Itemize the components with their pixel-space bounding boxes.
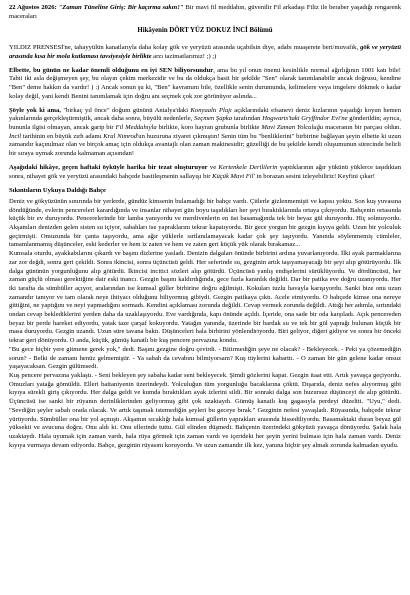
greeting-paragraph: [9, 44, 401, 61]
history-mavi-zaman: Mavi Zaman Yolculuğu: [261, 124, 324, 131]
history-text-h: gönderildin; ayrıca, bununla ilgisi olmayan, ancak garip bir: [9, 115, 401, 131]
greeting-text-c: arzı tazimatlarımız! ;) ;): [151, 53, 217, 61]
episode-title: Hikâyenin DÖRT YÜZ DOKUZ İNCİ Bölümü: [137, 27, 273, 35]
history-konyaalti: Konyaaltı Plajı: [190, 106, 232, 114]
history-hogwarts: Hogwarts'taki Gryffindor Evi'ne: [262, 115, 348, 123]
story-paragraph: Deniz ve gökyüzünün sınırında bir yerlerde, gündüz kimsenin bulamadığı bir bahçe vardı. Çitlerle gizlenmemişti ve kapısı yoktu. Son kuş yuvasına döndüğünde, evlerin pencereleri karardığında ve insanlar nihayet gün boyu taşıdıkları her şeyi bıraktıklarında ortaya çıkıyordu. Bahçenin ortasında küçük bir ev duruyordu. Pencerelerinde bir lamba yanıyordu ve merdivenlerin en üst basamağında tek bir beyaz gül duruyordu. Hiç solmuyordu. Akşamları denizden gelen sisten su içiyor, sabahları ise yapraklarını tekrar kapatıyordu. Bir gece yorgun bir gezgin kıyıya geldi. Uzun bir yolculuk geçirmişti. Omuzunda bir çanta taşıyordu, ama ağır yüklerle sırtlanılamayacak kadar çok şey taşıyordu. Yanında söylenmemiş cümleler, tamamlanmamış düşünceler, eski kederler ve hem iz zaten ve hem ve zaten geri küçük yük olarak bırakamaz...: [9, 197, 401, 249]
contrast-text-d: yaptıklarının ağır yükünü yüklerce taşıdıktan sonra, nihayet gök ve yeryüzü arasındaki bahçede basitleşmenin sallayışı bir: [9, 163, 401, 180]
story-paragraph: "Bu gece hiçbir yere gitmene gerek yok," dedi. Başını gezgine doğru çevirdi. - Bitirmediğin şeye ne olacak? - Bekleyecek. - Peki ya çözemediğin sorun? - Belki de zamanı henüz gelmemiştir. - Ya sabah da cevabını bilmiyorsam? Kuş tüylerini kabarttı. - O zaman bir gün gelene kadar onsuz yaşayacaksan. Gezgin gülümsedi.: [9, 345, 401, 371]
greeting-text-b: gök ve yeryüzü arasında kısa bir mola kutlaması tavsiyesiyle birlikte: [9, 44, 401, 61]
history-text-j: birlikte, koro hayran grubunla birlikte: [156, 124, 262, 131]
story-paragraph: Kumsala oturdu, ayakkabılarını çıkardı ve başını dizlerine yasladı. Denizin dalgaları önünde birbirini ardına yuvarlanıyordu. İlki ayak parmaklarına zar zor değdi, sonra geri çekildi. Sonra ikincisi, sonra üçüncüsü geldi. Her seferinde su, gezginin artık taşıyamayacağı bir şeyi alıp götürüyordu. İlk dalga gününün yorgunluğunu alıp götürdü. İkincisi incitici sözleri alıp götürdü. Üçüncüsü yanlış endişelerini sürüklüyordu. Ve dördüncüsü, her zaman güçlü olması gerektiğine dair eski inancı. Gezgin başını kaldırdığında, gece fazla karanlık değildi. Dar bir patika eve doğru uzanıyordu. Her iki tarafta da sümbüller açıyor, aralarından ise kumsal güller birbirine doğru eğilmişti. Kokuları tuzlu havayla karışıyordu. Sanki bize onu uzun zamandır tanıyor ve tam olarak neye ihtiyacı olduğunu biliyormuş gibiydi. Gezgin patikaya çıktı. Acele etmiyordu. O bahçede kimse ona nereye gittiğini, ne yaptığını ve neyi yapmadığını sormadı. Kendini açıklaması zorunda değildi. Cevap vermek zorunda değildi. Attığı her adımla, sırtındaki ondan cevap beklediklerini yerden daha da uzaklaşıyordu. Eve vardığında, kapı önünde açıldı. İçeride, ona sade bir oda karşıladı. Açık pencereden beyaz bir perde hareket ediyordu, yatak taze çarşaf kokuyordu. Yatağın yanında, üzerinde bir bardak su ve tek bir gül yaprağı bulunan küçük bir masa duruyordu. Gezgin uzandı. Uzun süre tavana baktı. Düşünceleri hala birbirini yönlendiriyordu. Biri geliyor, diğeri gidiyor ve sonra bir önceki tekrar geri dönüyordu. O anda, küçük, gümüş kanatlı bir kuş pencere pervazına kondu.: [9, 250, 401, 345]
history-incil: İncil: [9, 132, 22, 140]
contrast-text-a: Aşağıdaki hikâye, geçen haftaki öyküyle harika bir tezat oluşturuyor: [9, 163, 208, 171]
history-text-b: "birkaç yıl önce" doğum gününü Antalya'daki: [63, 106, 191, 114]
contrast-kertenkele: Kertenkele Derililerin: [218, 163, 278, 171]
history-text-n: tarihinin en büyük zırh adamı: [21, 132, 104, 140]
history-text-a: Şöyle yok ki ama,: [9, 106, 64, 114]
birthday-text-b: , ama bu yıl onun önemi kesinlikle normal ağırlığının 1001 katı bile! Tabii iki asla değişmeyen şey, bu olayın çekim merkezidir ve bu da oldukça basit bir şekilde "Sen" olarak tanımlanabilir ancak doğrusu, kendine "Ben" deme hakkın da vardır! ) :) Ancak sonun şu ki, "Ben" kavramını bile, özellikle senin durumunda, kelimelere veya imgelere dökmek o kadar kolay değil, yani kendi Benini tanımlamak için doğru anı seçmek çok zor görünüyor aslında...: [9, 66, 401, 100]
contrast-kucuk-fil: Küçük Mavi Fil': [212, 172, 255, 180]
birthday-text-a: Elbette, bu günün ne kadar önemli olduğunu en iyi SEN biliyorsundur: [9, 66, 214, 74]
story-paragraph: Kuş pencere pervazına yaklaştı. - Seni bekleyen şey sabaha kadar seni bekleyecek. Şimdi gözlerini kapat. Gezgin itaat etti. Artık yavaşça geçiyordu. Omuzları yatağa gömüldü. Elleri battaniyenin üzerindeydi. Yolculuğun tüm yorgunluğu bacaklarına çöktü. Dışarıda, deniz nefes alıyormuş gibi kıyıya sürekli giriş çıkıyordu. Her dalga geldi ve kumda bıraktıkları ayak izlerini sildi. Bir sonraki dalga son huzursuz düşünceyi de alıp götürdü. Üçüncüsü ise sanki bir rüyanın derinliklerinden geliyormuş gibi çok uzaktaydı. Gümüş kanatlı kuş gagasıyla perdeyi düzeltti. "Uyu," dedi. "Sevdiğin şeyler sabah orada olacak. Ve artık taşımak istemediğin şeyleri bu geceye bırak." Gezginin nefesi yavaşladı. Rüyasında, bahçede tekrar yürüyordu. Sümbüller ona bir yol açmıştı. Akşamın sıcaklığı hala kumsal güllerin yaprakları arasında hissediliyordu. Basamaktaki duran beyaz gül yüksekti ve avucuna doğru. Onu aldı ki. Onu ellerinde tuttu. Gül elinden düşmedi. Bahçenin üzerindeki gökyüzü yavaşça dönüyordu. Şafak hala uzaktaydı. Hala uyumak için zaman vardı, hala rüya görmek için zaman vardı ve içerideki her şeyin yerini bulması için hala zaman vardı. Deniz kıyıya vurmaya devam ediyordu. Bahçe, gezginin rüyasını koruyordu. Ve uzun zamandır ilk kez, yanına hiçbir şey almak zorunda kalmadan uyudu.: [9, 371, 401, 449]
contrast-paragraph: [9, 164, 401, 181]
history-text-p: 'un huzuruna ziyaret çıkmıştın! Senin tüm bu "benliklerini" birbirine bağlayan şeyin elbette ki uzun zamandır kaçınılmaz olan ve birçok amaç için oldukça avantajlı olan zaman makinesidir; güzelliği de bu şekilde kendi oluşumunun sürecinde belirli bir sıraya uymak zorunda kalmaman açısından!: [9, 132, 401, 158]
birthday-paragraph: [9, 67, 401, 102]
history-paragraph: [9, 107, 401, 159]
intro-date: 22 Ağustos 2026:: [9, 4, 57, 11]
history-secmen-sapka: Seçmen Şapka: [194, 115, 233, 123]
history-text-f: tarafından: [232, 115, 263, 123]
history-text-l: maceranın bir parçası oldun.: [323, 124, 401, 131]
story-title: Sıkıntıların Uykuya Daldığı Bahçe: [9, 187, 106, 195]
contrast-text-f: in borazan sesini izleyebiliriz! Keyfini çıkar!: [254, 172, 375, 180]
history-text-d: açıklarındaki efsanevi deniz kızlarının yaşadığı koyun hemen yakınlarında gerçekleştirmiştik, ancak daha sonra, büyülü nedenlerle,: [9, 106, 402, 123]
intro-paragraph: [9, 4, 401, 21]
history-nimrod: Kral Nimrod: [103, 132, 138, 140]
intro-rest: Bir mavi fil meddahın, güvenilir Fil arkadaşı Filiz ile beraber yaşadığı rengarenk maceraları: [9, 4, 401, 20]
story-body: [9, 198, 401, 450]
history-fil-meddah: Fil Meddahıyla: [115, 124, 157, 131]
contrast-text-b: ve: [207, 163, 219, 171]
document-page: [9, 0, 401, 450]
greeting-text-a: YILDIZ PRENSESİ'ne, tahayyülün kanatlarıyla daha kolay gök ve yeryüzü arasında uçabilsin diye, adabı muaşerete beri/muvafık,: [9, 44, 361, 52]
intro-tagline: "Zaman Tüneline Giriş: Bir kaçırma sakın!": [58, 4, 184, 11]
